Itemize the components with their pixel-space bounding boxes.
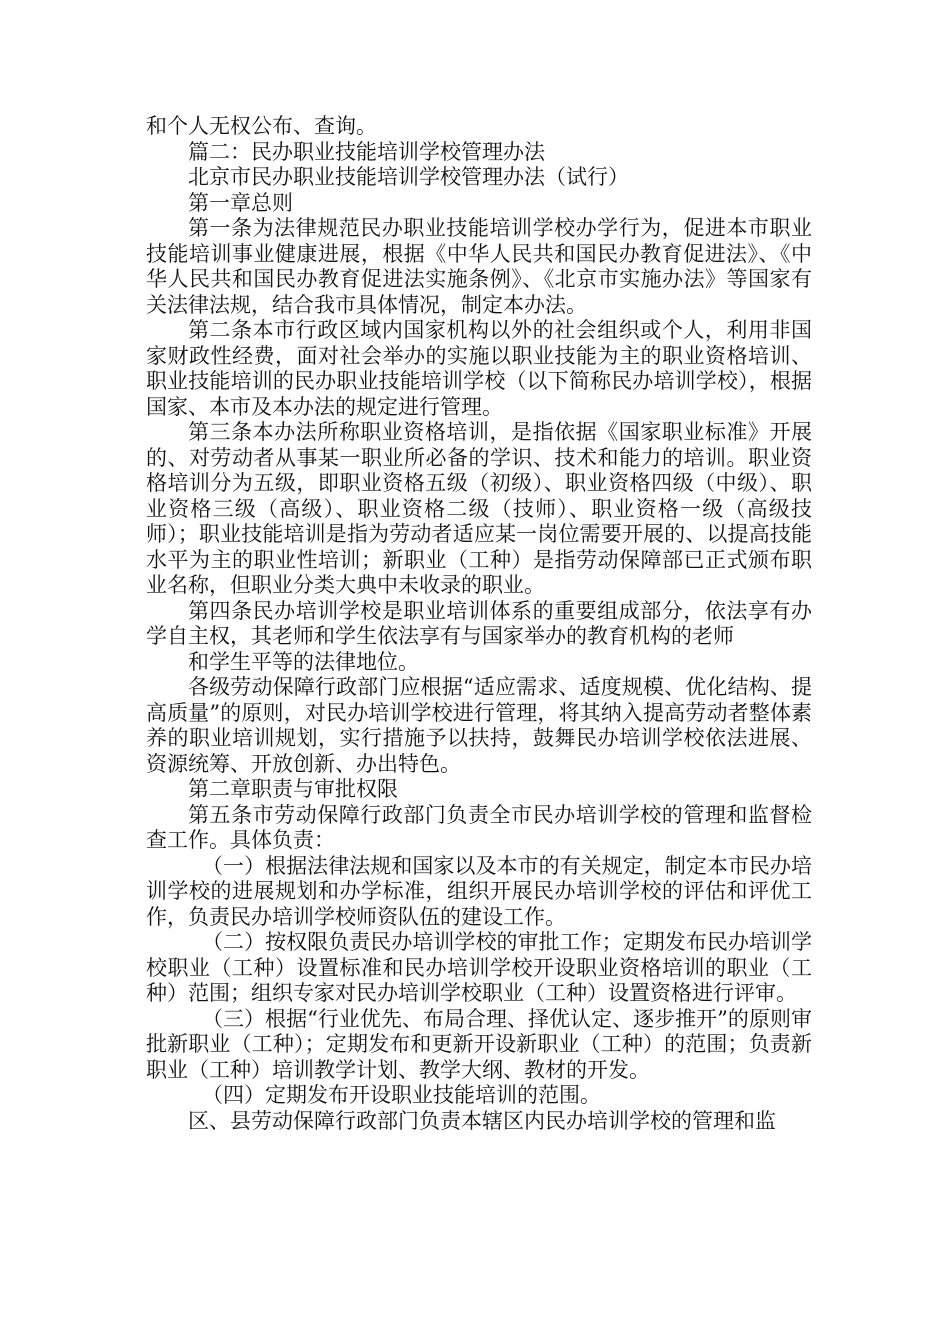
- article-five-item-one: （一）根据法律法规和国家以及本市的有关规定，制定本市民办培训学校的进展规划和办学标准，组织开展民办培训学校的评估和评优工作，负责民办培训学校师资队伍的建设工作。: [146, 853, 812, 929]
- chapter-two-heading: 第二章职责与审批权限: [188, 777, 398, 801]
- section-heading-part-two: 篇二：民办职业技能培训学校管理办法: [188, 139, 545, 164]
- article-five-item-two: （二）按权限负责民办培训学校的审批工作；定期发布民办培训学校职业（工种）设置标准和民办培训学校开设职业资格培训的职业（工种）范围；组织专家对民办培训学校职业（工种）设置资格进行评审。: [146, 930, 812, 1005]
- paragraph-management-principles: 各级劳动保障行政部门应根据“适应需求、适度规模、优化结构、提高质量”的原则，对民办培训学校进行管理，将其纳入提高劳动者整体素养的职业培训规划，实行措施予以扶持，鼓舞民办培训学校依法进展、资源统筹、开放创新、办出特色。: [146, 675, 812, 776]
- paragraph-continuation: 和个人无权公布、查询。: [146, 114, 377, 138]
- chapter-one-heading: 第一章总则: [188, 190, 293, 215]
- article-five-item-three: （三）根据“行业优先、布局合理、择优认定、逐步推开”的原则审批新职业（工种）；定期发布和更新开设新职业（工种）的范围；负责新职业（工种）培训教学计划、教学大纲、教材的开发。: [146, 1006, 812, 1082]
- article-three: 第三条本办法所称职业资格培训，是指依据《国家职业标准》开展的、对劳动者从事某一职业所必备的学识、技术和能力的培训。职业资格培训分为五级，即职业资格五级（初级）、职业资格四级（中级）、职业资格三级（高级）、职业资格二级（技师）、职业资格一级（高级技师）；职业技能培训是指为劳动者适应某一岗位需要开展的、以提高技能水平为主的职业性培训；新职业（工种）是指劳动保障部已正式颁布职业名称，但职业分类大典中未收录的职业。: [146, 420, 812, 597]
- article-two: 第二条本市行政区域内国家机构以外的社会组织或个人，利用非国家财政性经费，面对社会举办的实施以职业技能为主的职业资格培训、职业技能培训的民办职业技能培训学校（以下简称民办培训学校），根据国家、本市及本办法的规定进行管理。: [146, 318, 812, 419]
- paragraph-district-responsibility: 区、县劳动保障行政部门负责本辖区内民办培训学校的管理和监: [188, 1108, 776, 1133]
- article-four-continuation: 和学生平等的法律地位。: [188, 649, 419, 674]
- article-four: 第四条民办培训学校是职业培训体系的重要组成部分，依法享有办学自主权，其老师和学生依法享有与国家举办的教育机构的老师: [146, 598, 812, 648]
- document-body: [146, 114, 812, 1134]
- article-five: 第五条市劳动保障行政部门负责全市民办培训学校的管理和监督检查工作。具体负责：: [146, 802, 812, 852]
- article-five-item-four: （四）定期发布开设职业技能培训的范围。: [202, 1083, 601, 1107]
- document-title: 北京市民办职业技能培训学校管理办法（试行）: [188, 165, 629, 189]
- article-one: 第一条为法律规范民办职业技能培训学校办学行为，促进本市职业技能培训事业健康进展，根据《中华人民共和国民办教育促进法》、《中华人民共和国民办教育促进法实施条例》、《北京市实施办法》等国家有关法律法规，结合我市具体情况，制定本办法。: [146, 216, 812, 317]
